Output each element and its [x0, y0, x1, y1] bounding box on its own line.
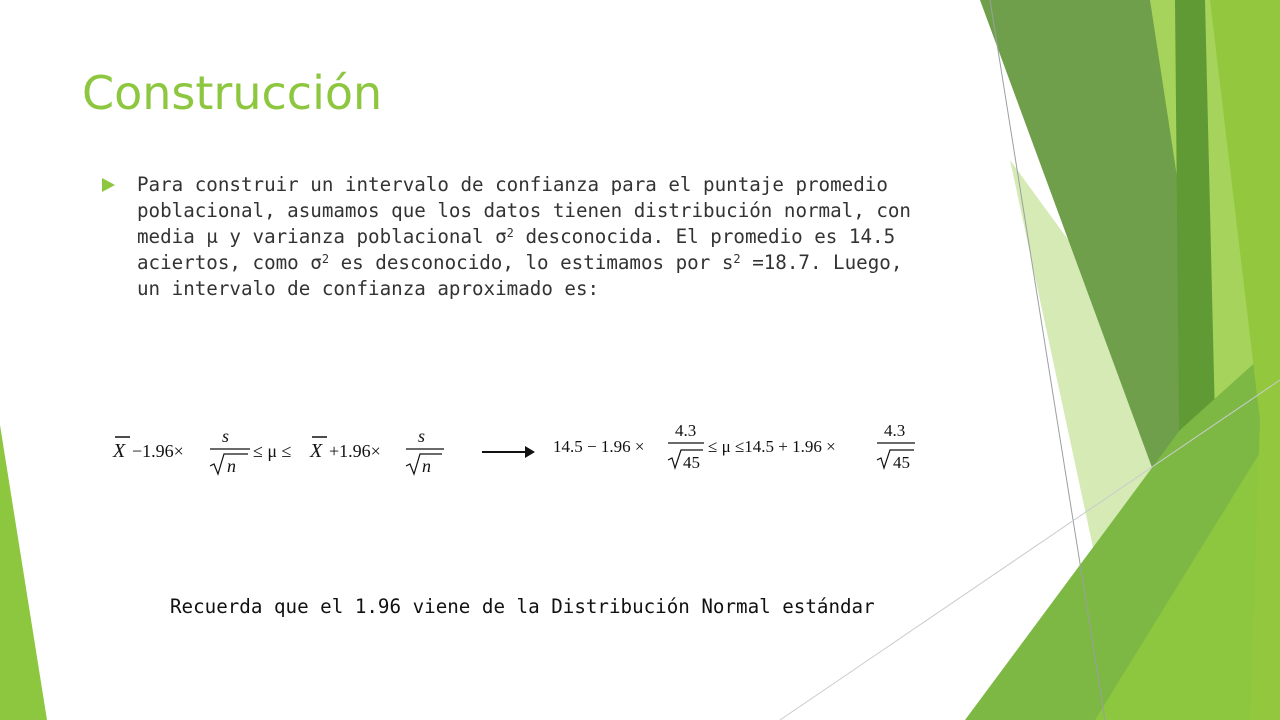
text-part-1: Para construir un intervalo de confianza para el puntaje promedio poblacional, asumamos que los datos tienen distribución normal, con media μ y varianza poblacional σ — [137, 173, 911, 248]
sigma-squared-exp-1: 2 — [506, 226, 514, 240]
slide-title: Construcción — [82, 66, 383, 120]
numeric-den-2: 45 — [893, 453, 910, 472]
sigma-squared-exp-2: 2 — [321, 252, 330, 266]
xbar2-symbol: X — [310, 440, 323, 462]
numeric-den-1: 45 — [683, 453, 700, 472]
xbar-symbol: X — [113, 440, 126, 462]
fraction-num-s: s — [222, 426, 230, 446]
numeric-formula — [553, 421, 915, 472]
minus-coefficient: −1.96× — [132, 441, 184, 461]
numeric-num-2: 4.3 — [884, 421, 906, 440]
plus-coefficient: +1.96× — [329, 441, 381, 461]
arrow-right-icon — [482, 446, 535, 458]
symbolic-formula — [112, 426, 444, 476]
bullet-paragraph — [102, 172, 922, 302]
numeric-lower: 14.5 − 1.96 × — [553, 437, 645, 456]
bullet-arrow-icon — [102, 178, 115, 192]
text-part-3: es desconocido, lo estimamos por s — [329, 251, 734, 274]
fraction2-num-s: s — [418, 426, 426, 446]
fraction-den-n: n — [227, 456, 236, 476]
s-squared-exp: 2 — [733, 252, 741, 266]
confidence-interval-formula — [110, 412, 930, 492]
footnote-text: Recuerda que el 1.96 viene de la Distribución Normal estándar — [170, 595, 875, 618]
text-part-4: =18.7. Luego, un intervalo de confianza aproximado es: — [137, 251, 903, 300]
numeric-num-1: 4.3 — [675, 421, 697, 440]
body-text — [137, 172, 922, 302]
text-part-2: desconocida. El promedio es 14.5 aciertos, como σ — [137, 225, 896, 274]
fraction2-den-n: n — [422, 456, 431, 476]
le-mu-le: ≤ μ ≤ — [253, 441, 292, 461]
left-edge-shape — [0, 425, 47, 720]
numeric-middle: ≤ μ ≤14.5 + 1.96 × — [708, 437, 836, 456]
